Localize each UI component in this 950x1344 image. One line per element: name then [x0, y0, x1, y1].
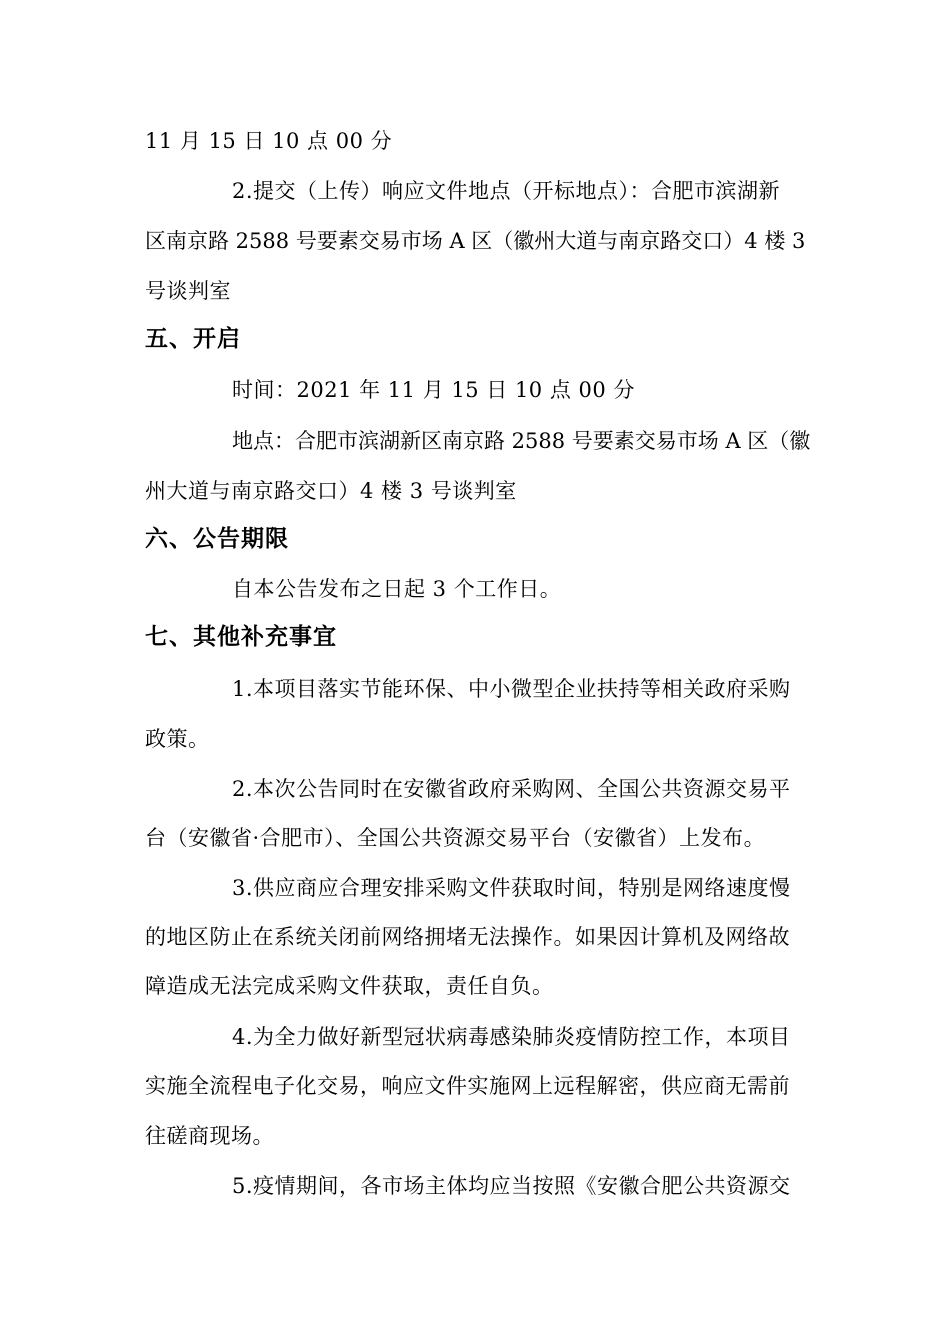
text-line: 号谈判室 [145, 279, 231, 303]
text-line: 政策。 [145, 727, 210, 751]
text-line: 5.疫情期间，各市场主体均应当按照《安徽合肥公共资源交 [232, 1174, 791, 1198]
section-heading-other-matters: 七、其他补充事宜 [145, 624, 337, 650]
text-line: 4.为全力做好新型冠状病毒感染肺炎疫情防控工作，本项目 [232, 1025, 791, 1049]
text-line: 2.提交（上传）响应文件地点（开标地点）：合肥市滨湖新 [232, 179, 781, 203]
text-line: 障造成无法完成采购文件获取，责任自负。 [145, 974, 554, 998]
text-line: 的地区防止在系统关闭前网络拥堵无法操作。如果因计算机及网络故 [145, 925, 790, 949]
text-line: 2.本次公告同时在安徽省政府采购网、全国公共资源交易平 [232, 777, 791, 801]
text-line: 自本公告发布之日起 3 个工作日。 [232, 577, 562, 601]
text-line: 11 月 15 日 10 点 00 分 [145, 129, 393, 153]
text-line: 时间：2021 年 11 月 15 日 10 点 00 分 [232, 378, 635, 402]
text-line: 往磋商现场。 [145, 1124, 274, 1148]
section-heading-notice-period: 六、公告期限 [145, 526, 289, 552]
text-line: 1.本项目落实节能环保、中小微型企业扶持等相关政府采购 [232, 677, 791, 701]
text-line: 地点：合肥市滨湖新区南京路 2588 号要素交易市场 A 区（徽 [232, 429, 811, 453]
text-line: 实施全流程电子化交易，响应文件实施网上远程解密，供应商无需前 [145, 1074, 790, 1098]
text-line: 3.供应商应合理安排采购文件获取时间，特别是网络速度慢 [232, 876, 791, 900]
text-line: 区南京路 2588 号要素交易市场 A 区（徽州大道与南京路交口）4 楼 3 [145, 229, 806, 253]
text-line: 州大道与南京路交口）4 楼 3 号谈判室 [145, 479, 517, 503]
section-heading-opening: 五、开启 [145, 326, 241, 352]
text-line: 台（安徽省·合肥市）、全国公共资源交易平台（安徽省）上发布。 [145, 826, 766, 850]
